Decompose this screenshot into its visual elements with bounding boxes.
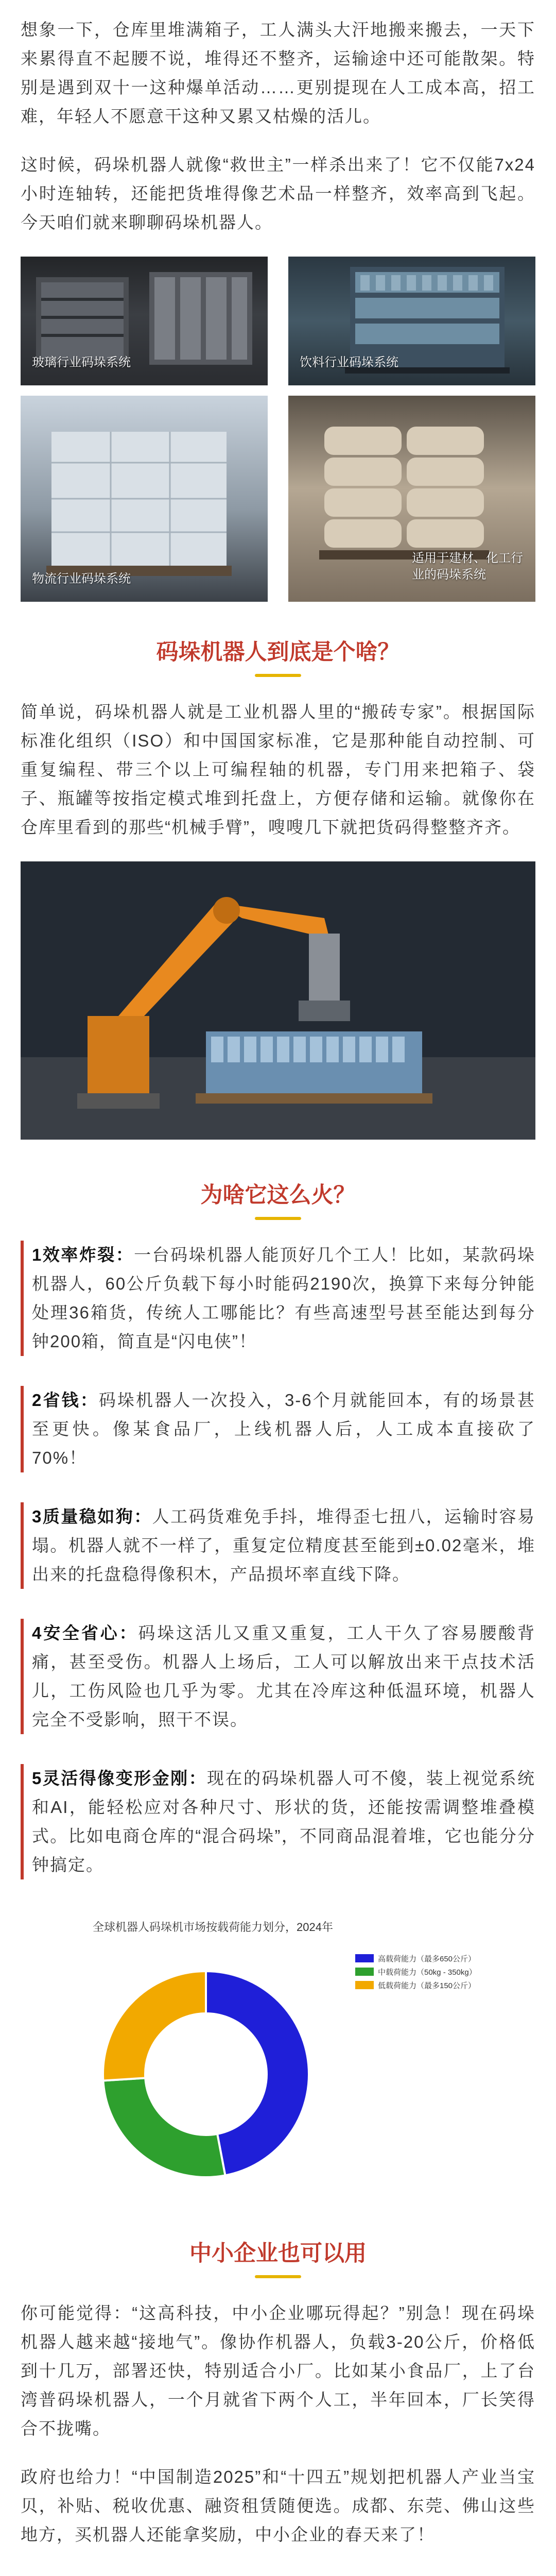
legend-label: 中载荷能力（50kg - 350kg） (378, 1968, 477, 1977)
donut-slice-3 (103, 1971, 206, 2081)
palletizing-systems-collage (21, 257, 535, 602)
legend-swatch (355, 1968, 374, 1976)
item-key: 省钱： (42, 1391, 99, 1410)
item-key: 安全省心： (42, 1623, 138, 1642)
item-number: 3 (32, 1507, 43, 1526)
robot-arm-illustration (21, 861, 535, 1140)
legend-entry-2 (355, 1965, 477, 1978)
legend-entry-1 (355, 1952, 477, 1965)
legend-label: 高载荷能力（最多650公斤） (378, 1954, 476, 1963)
payload-share-chart (51, 1909, 505, 2198)
item-text: 码垛这活儿又重又重复，工人干久了容易腰酸背痛，甚至受伤。机器人上场后，工人可以解放出来干点技术活儿，工伤风险也几乎为零。尤其在冷库这种低温环境，机器人完全不受影响，照干不误。 (32, 1623, 536, 1729)
glass-industry-image (21, 257, 268, 385)
section-title-sme: 中小企业也可以用 (189, 2241, 367, 2266)
donut-slice-1 (206, 1971, 309, 2175)
item-number: 2 (32, 1391, 43, 1410)
item-text: 现在的码垛机器人可不傻，装上视觉系统和AI，能轻松应对各种尺寸、形状的货，还能按需调整堆叠模式。比如电商仓库的“混合码垛”，不同商品混着堆，它也能分分钟搞定。 (32, 1769, 536, 1874)
tile-label-building-chemical: 适用于建材、化工行业的码垛系统 (412, 551, 523, 582)
item-number: 1 (32, 1245, 43, 1264)
legend-label: 低载荷能力（最多150公斤） (378, 1981, 476, 1990)
section-title-why-popular: 为啥它这么火？ (200, 1183, 356, 1208)
intro-paragraph-2: 这时候，码垛机器人就像“救世主”一样杀出来了！它不仅能7x24小时连轴转，还能把货堆得像艺术品一样整齐，效率高到飞起。今天咱们就来聊聊码垛机器人。 (21, 155, 535, 232)
tile-label-logistics: 物流行业码垛系统 (32, 572, 131, 586)
tile-label-beverage: 饮料行业码垛系统 (300, 355, 398, 369)
chart-legend (355, 1952, 477, 1992)
benefit-item-5 (21, 1764, 535, 1879)
palletizing-line-illustration (21, 2569, 535, 2576)
legend-swatch (355, 1981, 374, 1989)
item-key: 灵活得像变形金刚： (42, 1769, 207, 1788)
chart-title: 全球机器人码垛机市场按载荷能力划分，2024年 (93, 1921, 333, 1934)
item-key: 效率炸裂： (42, 1245, 134, 1264)
section-title-what-is: 码垛机器人到底是个啥？ (156, 640, 400, 665)
item-number: 5 (32, 1769, 43, 1788)
benefit-item-1 (21, 1241, 535, 1356)
legend-swatch (355, 1954, 374, 1962)
tile-label-glass: 玻璃行业码垛系统 (32, 355, 131, 369)
heading-underline (255, 1217, 301, 1220)
benefit-item-4 (21, 1619, 535, 1734)
donut-slice-2 (103, 2078, 225, 2177)
legend-entry-3 (355, 1978, 477, 1992)
building-chemical-industry-image (288, 396, 535, 602)
section1-paragraph: 简单说，码垛机器人就是工业机器人里的“搬砖专家”。根据国际标准化组织（ISO）和中国国家标准，它是那种能自动控制、可重复编程、带三个以上可编程轴的机器，专门用来把箱子、袋子、瓶罐等按指定模式堆到托盘上，方便存储和运输。就像你在仓库里看到的那些“机械手臂”，嗖嗖几下就把货码得整整齐齐。 (21, 702, 535, 837)
logistics-industry-image (21, 396, 268, 602)
heading-underline (255, 2275, 301, 2278)
benefit-item-3 (21, 1502, 535, 1589)
item-text: 码垛机器人一次投入，3-6个月就能回本，有的场景甚至更快。像某食品厂，上线机器人后，人工成本直接砍了70%！ (32, 1391, 535, 1467)
robot-arm-photo (21, 861, 535, 1140)
intro-paragraph-1: 想象一下，仓库里堆满箱子，工人满头大汗地搬来搬去，一天下来累得直不起腰不说，堆得还不整齐，运输途中还可能散架。特别是遇到双十一这种爆单活动……更别提现在人工成本高，招工难，年轻人不愿意干这种又累又枯燥的活儿。 (21, 20, 535, 126)
benefit-item-2 (21, 1386, 535, 1472)
section3-paragraph-2: 政府也给力！“中国制造2025”和“十四五”规划把机器人产业当宝贝，补贴、税收优惠、融资租赁随便选。成都、东莞、佛山这些地方，买机器人还能拿奖励，中小企业的春天来了！ (21, 2467, 535, 2544)
item-text: 人工码货难免手抖，堆得歪七扭八，运输时容易塌。机器人就不一样了，重复定位精度甚至能到±0.02毫米，堆出来的托盘稳得像积木，产品损坏率直线下降。 (32, 1507, 536, 1584)
palletizing-line-image (21, 2569, 535, 2576)
item-number: 4 (32, 1623, 43, 1642)
item-text: 一台码垛机器人能顶好几个工人！比如，某款码垛机器人，60公斤负载下每小时能码2190次，换算下来每分钟能处理36箱货，传统人工哪能比？有些高速型号甚至能达到每分钟200箱，简直是“闪电侠”！ (32, 1245, 536, 1351)
section3-paragraph-1: 你可能觉得：“这高科技，中小企业哪玩得起？”别急！现在码垛机器人越来越“接地气”。像协作机器人，负载3-20公斤，价格低到十几万，部署还快，特别适合小厂。比如某小食品厂，上了台湾普码垛机器人，一个月就省下两个人工，半年回本，厂长笑得合不拢嘴。 (21, 2303, 535, 2438)
item-key: 质量稳如狗： (42, 1507, 152, 1526)
heading-underline (255, 674, 301, 677)
beverage-industry-image (288, 257, 535, 385)
